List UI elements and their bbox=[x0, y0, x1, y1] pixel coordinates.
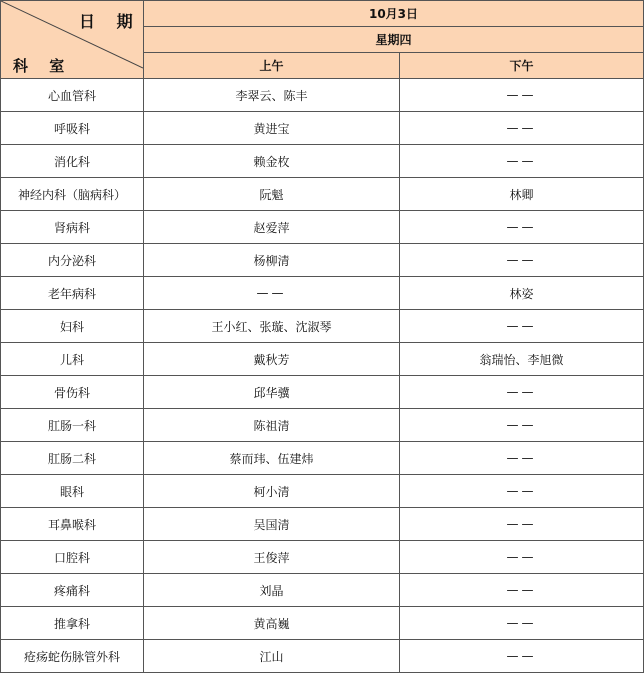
afternoon-doctor-cell: —— bbox=[400, 211, 644, 244]
morning-doctor-cell: 赵爱萍 bbox=[144, 211, 400, 244]
afternoon-doctor-cell: —— bbox=[400, 541, 644, 574]
morning-doctor-cell: 戴秋芳 bbox=[144, 343, 400, 376]
table-body bbox=[1, 79, 644, 673]
department-cell: 耳鼻喉科 bbox=[1, 508, 144, 541]
department-cell: 儿科 bbox=[1, 343, 144, 376]
afternoon-doctor-cell: —— bbox=[400, 79, 644, 112]
afternoon-doctor-cell: —— bbox=[400, 574, 644, 607]
table-row bbox=[1, 508, 644, 541]
header-morning: 上午 bbox=[144, 53, 400, 79]
afternoon-doctor-cell: —— bbox=[400, 112, 644, 145]
department-cell: 消化科 bbox=[1, 145, 144, 178]
morning-doctor-cell: 黄进宝 bbox=[144, 112, 400, 145]
morning-doctor-cell: —— bbox=[144, 277, 400, 310]
header-afternoon: 下午 bbox=[400, 53, 644, 79]
department-cell: 口腔科 bbox=[1, 541, 144, 574]
afternoon-doctor-cell: —— bbox=[400, 145, 644, 178]
table-row bbox=[1, 376, 644, 409]
table-row bbox=[1, 79, 644, 112]
afternoon-doctor-cell: —— bbox=[400, 244, 644, 277]
morning-doctor-cell: 杨柳清 bbox=[144, 244, 400, 277]
corner-date-label: 日 期 bbox=[79, 12, 141, 31]
department-cell: 心血管科 bbox=[1, 79, 144, 112]
afternoon-doctor-cell: —— bbox=[400, 310, 644, 343]
afternoon-doctor-cell: —— bbox=[400, 640, 644, 673]
morning-doctor-cell: 陈祖清 bbox=[144, 409, 400, 442]
department-cell: 眼科 bbox=[1, 475, 144, 508]
morning-doctor-cell: 王俊萍 bbox=[144, 541, 400, 574]
header-date: 10月3日 bbox=[144, 1, 644, 27]
table-row bbox=[1, 409, 644, 442]
header-corner-cell bbox=[1, 1, 144, 79]
header-weekday: 星期四 bbox=[144, 27, 644, 53]
afternoon-doctor-cell: 翁瑞怡、李旭微 bbox=[400, 343, 644, 376]
table-row bbox=[1, 178, 644, 211]
morning-doctor-cell: 邱华骥 bbox=[144, 376, 400, 409]
morning-doctor-cell: 吴国清 bbox=[144, 508, 400, 541]
afternoon-doctor-cell: —— bbox=[400, 376, 644, 409]
department-cell: 肾病科 bbox=[1, 211, 144, 244]
afternoon-doctor-cell: —— bbox=[400, 409, 644, 442]
table-row bbox=[1, 145, 644, 178]
morning-doctor-cell: 江山 bbox=[144, 640, 400, 673]
morning-doctor-cell: 王小红、张璇、沈淑琴 bbox=[144, 310, 400, 343]
morning-doctor-cell: 黄高巍 bbox=[144, 607, 400, 640]
table-row bbox=[1, 541, 644, 574]
department-cell: 推拿科 bbox=[1, 607, 144, 640]
morning-doctor-cell: 刘晶 bbox=[144, 574, 400, 607]
department-cell: 疮疡蛇伤脉管外科 bbox=[1, 640, 144, 673]
table-row bbox=[1, 277, 644, 310]
table-row bbox=[1, 310, 644, 343]
table-row bbox=[1, 442, 644, 475]
table-row bbox=[1, 607, 644, 640]
department-cell: 肛肠一科 bbox=[1, 409, 144, 442]
department-cell: 骨伤科 bbox=[1, 376, 144, 409]
afternoon-doctor-cell: —— bbox=[400, 475, 644, 508]
afternoon-doctor-cell: —— bbox=[400, 607, 644, 640]
table-row bbox=[1, 112, 644, 145]
table-row bbox=[1, 574, 644, 607]
department-cell: 呼吸科 bbox=[1, 112, 144, 145]
morning-doctor-cell: 柯小清 bbox=[144, 475, 400, 508]
department-cell: 神经内科（脑病科） bbox=[1, 178, 144, 211]
morning-doctor-cell: 阮魁 bbox=[144, 178, 400, 211]
afternoon-doctor-cell: 林姿 bbox=[400, 277, 644, 310]
morning-doctor-cell: 李翠云、陈丰 bbox=[144, 79, 400, 112]
department-cell: 老年病科 bbox=[1, 277, 144, 310]
morning-doctor-cell: 赖金枚 bbox=[144, 145, 400, 178]
afternoon-doctor-cell: —— bbox=[400, 442, 644, 475]
table-row bbox=[1, 475, 644, 508]
department-cell: 内分泌科 bbox=[1, 244, 144, 277]
morning-doctor-cell: 蔡而玮、伍建炜 bbox=[144, 442, 400, 475]
table-row bbox=[1, 211, 644, 244]
corner-department-label: 科 室 bbox=[13, 57, 73, 75]
afternoon-doctor-cell: —— bbox=[400, 508, 644, 541]
table-row bbox=[1, 244, 644, 277]
table-row bbox=[1, 343, 644, 376]
table-row bbox=[1, 640, 644, 673]
department-cell: 妇科 bbox=[1, 310, 144, 343]
department-cell: 肛肠二科 bbox=[1, 442, 144, 475]
afternoon-doctor-cell: 林卿 bbox=[400, 178, 644, 211]
department-cell: 疼痛科 bbox=[1, 574, 144, 607]
